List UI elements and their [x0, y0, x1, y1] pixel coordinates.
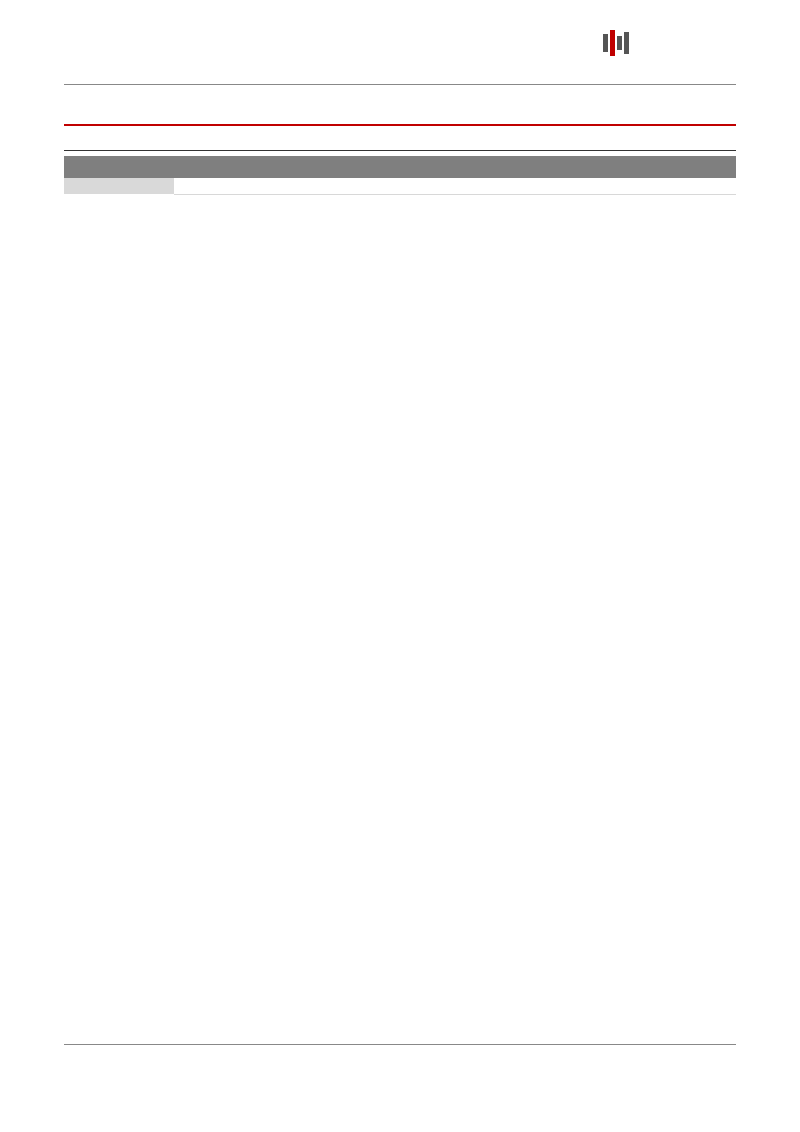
table-cell-week: [541, 178, 629, 194]
company-logo: [603, 28, 743, 62]
title-underline: [64, 124, 736, 126]
table-cell-latest: [294, 178, 366, 194]
table-header-cell: [366, 156, 456, 178]
table-cell-prev: [366, 178, 456, 194]
divider: [64, 84, 736, 85]
table-header-cell: [64, 156, 174, 178]
table-cell-label: [174, 178, 294, 194]
table-header-cell: [629, 156, 736, 178]
table-group-label: [64, 178, 174, 194]
footer-divider: [64, 1044, 736, 1045]
table-cell-chg: [456, 178, 541, 194]
table-row: [64, 178, 736, 194]
data-table: [64, 156, 736, 195]
table-header-row: [64, 156, 736, 178]
divider: [64, 150, 736, 151]
table-header-cell: [174, 156, 294, 178]
table-cell-wchg: [629, 178, 736, 194]
table-header-cell: [294, 156, 366, 178]
logo-mark-icon: [603, 30, 629, 56]
table-header-cell: [456, 156, 541, 178]
table-header-cell: [541, 156, 629, 178]
